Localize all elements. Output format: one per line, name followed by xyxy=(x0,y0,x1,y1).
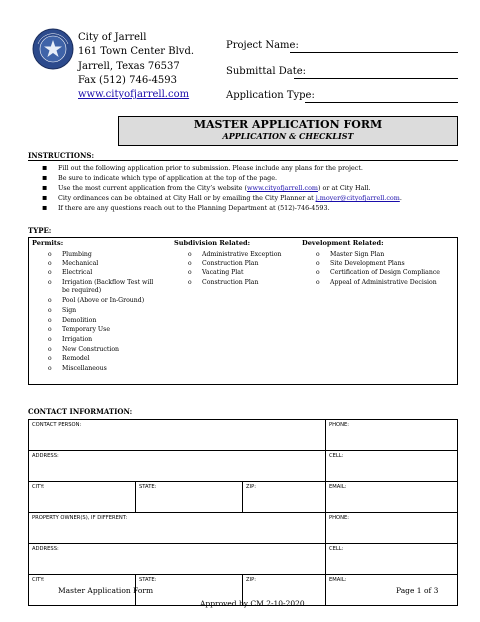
development-heading: Development Related: xyxy=(302,239,384,247)
development-option-master-sign-plan[interactable]: o Master Sign Plan xyxy=(316,251,385,258)
city-seal-logo xyxy=(32,28,74,70)
bullet-icon: ▪ xyxy=(42,173,48,182)
footer-form-name: Master Application Form xyxy=(58,586,154,595)
footer-approval: Approved by CM 2-10-2020 xyxy=(200,599,305,608)
owner-email-field[interactable]: EMAIL: xyxy=(326,575,458,606)
fax-number: Fax (512) 746-4593 xyxy=(78,75,178,86)
city-field[interactable]: CITY: xyxy=(29,482,136,513)
state-field[interactable]: STATE: xyxy=(136,482,243,513)
permit-option-remodel[interactable]: o Remodel xyxy=(48,355,90,362)
checkbox-circle-icon[interactable]: o xyxy=(316,269,320,276)
checkbox-circle-icon[interactable]: o xyxy=(48,269,52,276)
permit-option-temporary-use[interactable]: o Temporary Use xyxy=(48,326,110,333)
owner-phone-field[interactable]: PHONE: xyxy=(326,513,458,544)
checkbox-circle-icon[interactable]: o xyxy=(316,260,320,267)
city-name: City of Jarrell xyxy=(78,32,147,43)
development-option-site-development[interactable]: o Site Development Plans xyxy=(316,260,405,267)
checkbox-circle-icon[interactable]: o xyxy=(316,279,320,286)
checkbox-circle-icon[interactable]: o xyxy=(188,260,192,267)
subdivision-heading: Subdivision Related: xyxy=(174,239,251,247)
footer-page-number: Page 1 of 3 xyxy=(396,586,439,595)
application-type-label: Application Type: xyxy=(226,90,315,101)
checkbox-circle-icon[interactable]: o xyxy=(48,260,52,267)
permit-option-electrical[interactable]: o Electrical xyxy=(48,269,93,276)
owner-city-field[interactable]: CITY: xyxy=(29,575,136,606)
checkbox-circle-icon[interactable]: o xyxy=(316,251,320,258)
permit-option-pool[interactable]: o Pool (Above or In-Ground) xyxy=(48,297,145,304)
subdivision-option-vacating-plat[interactable]: o Vacating Plat xyxy=(188,269,244,276)
form-subtitle: APPLICATION & CHECKLIST xyxy=(222,131,354,141)
checkbox-circle-icon[interactable]: o xyxy=(48,317,52,324)
owner-cell-field[interactable]: CELL: xyxy=(326,544,458,575)
checkbox-circle-icon[interactable]: o xyxy=(48,365,52,372)
cell-field[interactable]: CELL: xyxy=(326,451,458,482)
address-line-1: 161 Town Center Blvd. xyxy=(78,46,195,57)
checkbox-circle-icon[interactable]: o xyxy=(48,279,52,286)
checkbox-circle-icon[interactable]: o xyxy=(48,307,52,314)
contact-heading: CONTACT INFORMATION: xyxy=(28,407,133,416)
email-field[interactable]: EMAIL: xyxy=(326,482,458,513)
application-type-field[interactable] xyxy=(305,102,458,103)
contact-person-field[interactable]: CONTACT PERSON: xyxy=(29,420,326,451)
permit-option-miscellaneous[interactable]: o Miscellaneous xyxy=(48,365,107,372)
project-name-field[interactable] xyxy=(290,52,458,53)
subdivision-option-construction-plan-2[interactable]: o Construction Plan xyxy=(188,279,259,286)
address-line-2: Jarrell, Texas 76537 xyxy=(78,61,180,72)
instruction-item: ▪ Use the most current application from the City’s website (www.cityofjarrell.com) or at City Hall. xyxy=(42,183,371,192)
checkbox-circle-icon[interactable]: o xyxy=(188,269,192,276)
permit-option-sign[interactable]: o Sign xyxy=(48,307,77,314)
bullet-icon: ▪ xyxy=(42,163,48,172)
zip-field[interactable]: ZIP: xyxy=(243,482,326,513)
checkbox-circle-icon[interactable]: o xyxy=(48,297,52,304)
checkbox-circle-icon[interactable]: o xyxy=(48,326,52,333)
instruction-item: ▪ Fill out the following application prior to submission. Please include any plans for the project. xyxy=(42,163,363,172)
development-option-design-compliance[interactable]: o Certification of Design Compliance xyxy=(316,269,440,276)
instruction-item: ▪ City ordinances can be obtained at City Hall or by emailing the City Planner at j.moyer@cityofjarrell.com. xyxy=(42,193,402,202)
contact-table xyxy=(28,419,458,606)
instruction-website-link[interactable]: www.cityofjarrell.com xyxy=(247,184,318,192)
bullet-icon: ▪ xyxy=(42,193,48,202)
subdivision-option-admin-exception[interactable]: o Administrative Exception xyxy=(188,251,282,258)
permit-option-irrigation-backflow[interactable]: o Irrigation (Backflow Test will xyxy=(48,279,154,286)
city-planner-email-link[interactable]: j.moyer@cityofjarrell.com xyxy=(315,194,400,202)
instruction-item: ▪ If there are any questions reach out to the Planning Department at (512)-746-4593. xyxy=(42,203,330,212)
property-owner-field[interactable]: PROPERTY OWNER(S), IF DIFFERENT: xyxy=(29,513,326,544)
submittal-date-field[interactable] xyxy=(294,78,458,79)
instructions-divider xyxy=(28,160,458,161)
permit-option-plumbing[interactable]: o Plumbing xyxy=(48,251,92,258)
checkbox-circle-icon[interactable]: o xyxy=(48,346,52,353)
bullet-icon: ▪ xyxy=(42,183,48,192)
permit-option-irrigation-backflow-cont: be required) xyxy=(62,287,102,294)
checkbox-circle-icon[interactable]: o xyxy=(188,251,192,258)
permit-option-new-construction[interactable]: o New Construction xyxy=(48,346,120,353)
address-field[interactable]: ADDRESS: xyxy=(29,451,326,482)
checkbox-circle-icon[interactable]: o xyxy=(188,279,192,286)
website-link[interactable]: www.cityofjarrell.com xyxy=(78,89,190,100)
checkbox-circle-icon[interactable]: o xyxy=(48,355,52,362)
subdivision-option-construction-plan[interactable]: o Construction Plan xyxy=(188,260,259,267)
development-option-appeal[interactable]: o Appeal of Administrative Decision xyxy=(316,279,437,286)
checkbox-circle-icon[interactable]: o xyxy=(48,336,52,343)
bullet-icon: ▪ xyxy=(42,203,48,212)
project-name-label: Project Name: xyxy=(226,40,299,51)
checkbox-circle-icon[interactable]: o xyxy=(48,251,52,258)
form-title: MASTER APPLICATION FORM xyxy=(193,118,383,131)
owner-zip-field[interactable]: ZIP: xyxy=(243,575,326,606)
owner-state-field[interactable]: STATE: xyxy=(136,575,243,606)
permit-option-mechanical[interactable]: o Mechanical xyxy=(48,260,99,267)
type-heading: TYPE: xyxy=(28,226,52,235)
submittal-date-label: Submittal Date: xyxy=(226,66,307,77)
form-title-box xyxy=(118,116,458,146)
owner-address-field[interactable]: ADDRESS: xyxy=(29,544,326,575)
instruction-item: ▪ Be sure to indicate which type of application at the top of the page. xyxy=(42,173,278,182)
phone-field[interactable]: PHONE: xyxy=(326,420,458,451)
permits-heading: Permits: xyxy=(32,239,64,247)
permit-option-irrigation[interactable]: o Irrigation xyxy=(48,336,93,343)
permit-option-demolition[interactable]: o Demolition xyxy=(48,317,97,324)
instructions-heading: INSTRUCTIONS: xyxy=(28,151,95,160)
